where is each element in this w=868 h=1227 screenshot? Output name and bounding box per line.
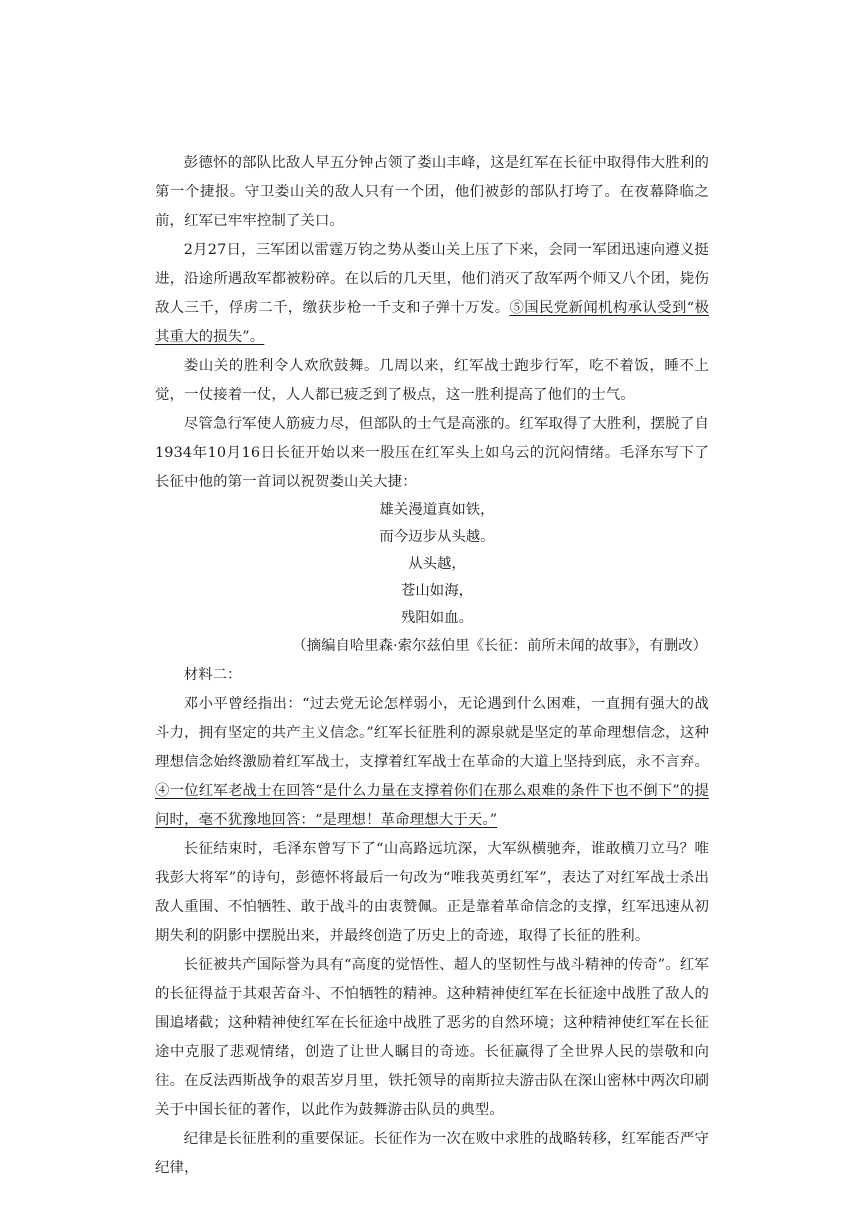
paragraph-mao-verse: 长征结束时，毛泽东曾写下了“山高路远坑深，大军纵横驰奔，谁敢横刀立马？唯我彭大将军”的诗句，彭德怀将最后一句改为“唯我英勇红军”，表达了对红军战士杀出敌人重围、不怕牺牲、敢于战斗的由衷赞佩。正是靠着革命信念的支撑，红军迅速从初期失利的阴影中摆脱出来，并最终创造了历史上的奇迹，取得了长征的胜利。 (155, 841, 709, 944)
poem-line: 残阳如血。 (401, 610, 473, 626)
paragraph-victory-morale: 娄山关的胜利令人欢欣鼓舞。几周以来，红军战士跑步行军，吃不着饭，睡不上觉，一仗接着一仗，人人都已疲乏到了极点，这一胜利提高了他们的士气。 (155, 358, 709, 403)
paragraph-feb-27 (155, 236, 709, 352)
poem-line: 苍山如海， (401, 583, 473, 599)
paragraph-mao-poem-intro: 尽管急行军使人筋疲力尽，但部队的士气是高涨的。红军取得了大胜利，摆脱了自1934年10月16日长征开始以来一股压在红军头上如乌云的沉闷情绪。毛泽东写下了长征中他的第一首词以祝贺娄山关大捷： (155, 416, 709, 490)
poem-line: 而今迈步从头越。 (379, 529, 495, 545)
paragraph-discipline: 纪律是长征胜利的重要保证。长征作为一次在败中求胜的战略转移，红军能否严守纪律， (155, 1131, 709, 1176)
paragraph-comintern: 长征被共产国际誉为具有“高度的觉悟性、超人的坚韧性与战斗精神的传奇”。红军的长征得益于其艰苦奋斗、不怕牺牲的精神。这种精神使红军在长征途中战胜了敌人的围追堵截；这种精神使红军在长征途中战胜了恶劣的自然环境；这种精神使红军在长征途中克服了悲观情绪，创造了让世人瞩目的奇迹。长征赢得了全世界人民的崇敬和向往。在反法西斯战争的艰苦岁月里，铁托领导的南斯拉夫游击队在深山密林中两次印刷关于中国长征的著作，以此作为鼓舞游击队员的典型。 (155, 957, 709, 1118)
source-citation: （摘编自哈里森·索尔兹伯里《长征：前所未闻的故事》，有删改） (292, 638, 707, 654)
underlined-sentence-5: ⑤国民党新闻机构承认受到“极其重大的损失”。 (155, 300, 709, 345)
material-two-heading: 材料二： (183, 667, 242, 683)
poem (155, 497, 709, 632)
document-body (155, 149, 709, 1183)
paragraph-loushan-peak: 彭德怀的部队比敌人早五分钟占领了娄山丰峰，这是红军在长征中取得伟大胜利的第一个捷报。守卫娄山关的敌人只有一个团，他们被彭的部队打垮了。在夜幕降临之前，红军已牢牢控制了关口。 (155, 155, 709, 229)
poem-line: 雄关漫道真如铁， (379, 502, 495, 518)
underlined-sentence-4: ④一位红军老战士在回答“是什么力量在支撑着你们在那么艰难的条件下也不倒下”的提问时，毫不犹豫地回答：“是理想！革命理想大于天。” (155, 783, 709, 828)
poem-line: 从头越， (408, 556, 466, 572)
paragraph-feb-27-text: 2月27日，三军团以雷霆万钧之势从娄山关上压了下来，会同一军团迅速向遵义挺进，沿途所遇敌军都被粉碎。在以后的几天里，他们消灭了敌军两个师又八个团，毙伤敌人三千，俘虏二千，缴获步枪一千支和子弹十万发。 (155, 242, 709, 316)
paragraph-deng-xiaoping (155, 690, 709, 835)
paragraph-deng-xiaoping-text: 邓小平曾经指出：“过去党无论怎样弱小，无论遇到什么困难，一直拥有强大的战斗力，拥有坚定的共产主义信念。”红军长征胜利的源泉就是坚定的革命理想信念，这种理想信念始终激励着红军战士，支撑着红军战士在革命的大道上坚持到底，永不言弃。 (155, 696, 709, 770)
